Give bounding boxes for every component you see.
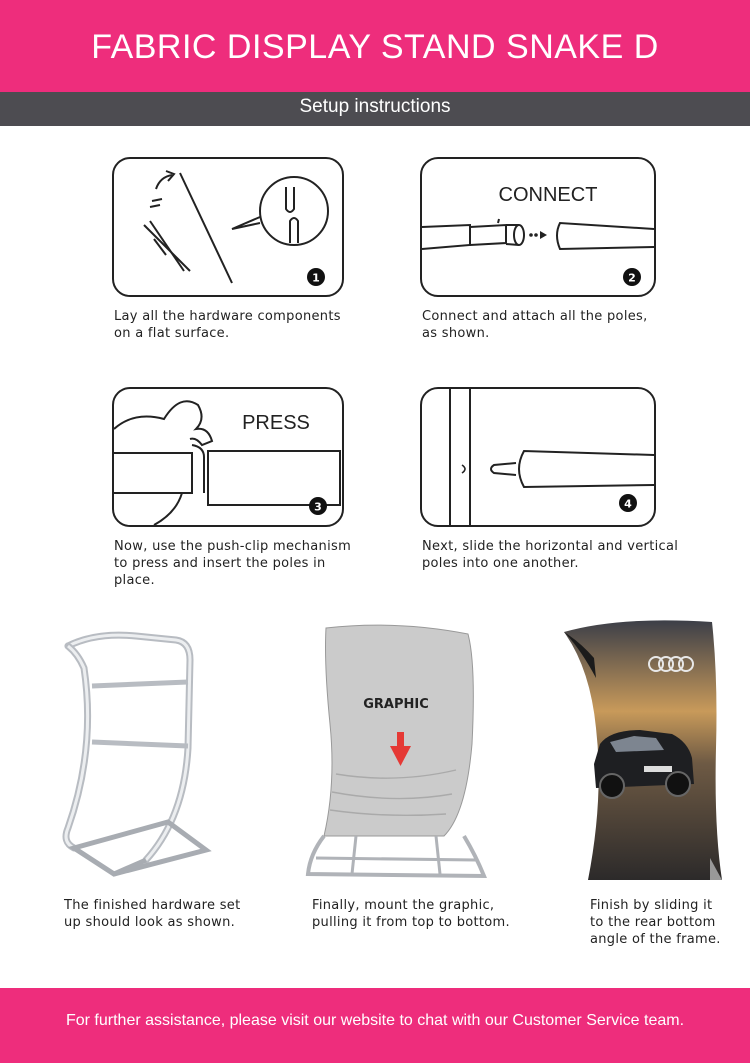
connect-label: CONNECT	[498, 184, 598, 206]
step-3-number: 3	[314, 500, 322, 514]
caption-line: pulling it from top to bottom.	[312, 915, 510, 930]
finished-hardware-caption	[64, 897, 264, 931]
page-header	[0, 0, 750, 92]
hardware-components-illustration	[114, 159, 342, 295]
step-2-illustration	[420, 157, 656, 297]
step-2-caption	[422, 308, 722, 342]
step-1-number: 1	[312, 271, 320, 285]
caption-line: Next, slide the horizontal and vertical	[422, 539, 679, 554]
step-3	[112, 387, 352, 588]
finished-display-image	[560, 618, 722, 884]
graphic-label: GRAPHIC	[363, 697, 429, 712]
slide-poles-illustration	[422, 389, 654, 525]
caption-line: Connect and attach all the poles,	[422, 309, 648, 324]
step-3-illustration	[112, 387, 344, 527]
footer-text: For further assistance, please visit our website to chat with our Customer Service team.	[65, 1012, 685, 1029]
step-1	[112, 157, 344, 341]
finished-display-caption	[590, 897, 740, 948]
step-4-number: 4	[624, 497, 632, 511]
page-title: FABRIC DISPLAY STAND SNAKE D	[91, 28, 659, 66]
step-2	[420, 157, 656, 341]
mount-graphic-caption	[312, 897, 552, 931]
step-3-caption	[114, 538, 374, 589]
caption-line: Lay all the hardware components	[114, 309, 341, 324]
caption-line: up should look as shown.	[64, 915, 236, 930]
step-4-caption	[422, 538, 722, 572]
caption-line: Now, use the push-clip mechanism	[114, 539, 352, 554]
caption-line: angle of the frame.	[590, 932, 721, 947]
caption-line: poles into one another.	[422, 556, 579, 571]
step-4-illustration	[420, 387, 656, 527]
subheader-label: Setup instructions	[299, 96, 451, 117]
caption-line: The finished hardware set	[64, 898, 241, 913]
caption-line: Finish by sliding it	[590, 898, 713, 913]
caption-line: on a flat surface.	[114, 326, 230, 341]
page-footer	[0, 988, 750, 1063]
connect-poles-illustration	[422, 159, 654, 295]
step-4	[420, 387, 679, 571]
caption-line: place.	[114, 573, 155, 588]
caption-line: as shown.	[422, 326, 490, 341]
caption-line: to press and insert the poles in	[114, 556, 326, 571]
subheader-bar	[0, 92, 750, 126]
press-label: PRESS	[242, 412, 310, 434]
step-1-illustration	[112, 157, 344, 297]
caption-line: to the rear bottom	[590, 915, 716, 930]
finished-frame-image	[56, 628, 216, 878]
mount-graphic-image	[296, 624, 496, 886]
step-1-caption	[114, 308, 374, 342]
press-clip-illustration	[114, 389, 342, 525]
caption-line: Finally, mount the graphic,	[312, 898, 495, 913]
step-2-number: 2	[628, 271, 636, 285]
